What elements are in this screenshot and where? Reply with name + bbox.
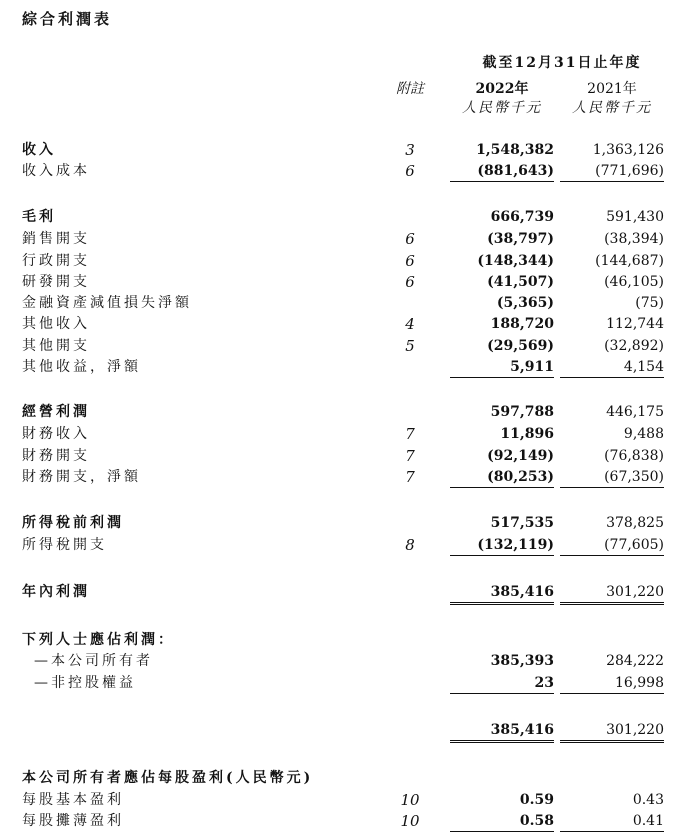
value-2021: 0.43 xyxy=(632,792,664,808)
value-2022: 0.59 xyxy=(519,792,554,808)
table-row xyxy=(0,314,684,334)
row-label: 每股基本盈利 xyxy=(22,792,124,808)
value-2022: (5,365) xyxy=(496,295,554,311)
row-label: 財務開支，淨額 xyxy=(22,469,141,485)
row-label: 本公司所有者應佔每股盈利(人民幣元) xyxy=(22,770,314,786)
value-2021: (67,350) xyxy=(560,467,664,488)
value-2022: (41,507) xyxy=(487,274,554,290)
year-2022-header: 2022年 xyxy=(475,81,529,97)
value-2021: 4,154 xyxy=(560,357,664,378)
row-label: —非控股權益 xyxy=(34,675,136,691)
row-note: 10 xyxy=(400,812,420,830)
table-row xyxy=(0,811,684,831)
value-2022: 385,393 xyxy=(490,653,554,669)
period-header: 截至12月31日止年度 xyxy=(482,55,642,71)
table-row xyxy=(0,207,684,227)
row-label: —本公司所有者 xyxy=(34,653,153,669)
value-2021: 16,998 xyxy=(560,673,664,694)
row-label: 財務開支 xyxy=(22,448,90,464)
table-row xyxy=(0,424,684,444)
table-row xyxy=(0,446,684,466)
row-note: 10 xyxy=(400,791,420,809)
table-row xyxy=(0,673,684,693)
value-2022: 517,535 xyxy=(490,515,554,531)
value-2021: (46,105) xyxy=(604,274,664,290)
table-row xyxy=(0,768,684,788)
value-2021: (771,696) xyxy=(560,161,664,182)
table-row xyxy=(0,630,684,650)
table-row xyxy=(0,790,684,810)
value-2022: (881,643) xyxy=(450,161,554,182)
value-2022: 385,416 xyxy=(450,582,554,605)
value-2022: (80,253) xyxy=(450,467,554,488)
value-2022: 23 xyxy=(450,673,554,694)
value-2022: (29,569) xyxy=(487,338,554,354)
unit-2021-header: 人民幣千元 xyxy=(572,100,652,116)
value-2021: (77,605) xyxy=(560,535,664,556)
row-note: 8 xyxy=(405,536,415,554)
table-row xyxy=(0,161,684,181)
row-label: 收入 xyxy=(22,142,56,158)
row-note: 6 xyxy=(405,252,415,270)
row-label: 金融資產減值損失淨額 xyxy=(22,295,192,311)
row-note: 7 xyxy=(405,468,415,486)
value-2021: 112,744 xyxy=(606,316,664,332)
table-row xyxy=(0,140,684,160)
table-row xyxy=(0,251,684,271)
row-note: 6 xyxy=(405,273,415,291)
value-2021: (38,394) xyxy=(604,231,664,247)
value-2021: 0.41 xyxy=(560,811,664,832)
value-2021: (32,892) xyxy=(604,338,664,354)
value-2021: 301,220 xyxy=(560,582,664,605)
row-label: 所得稅開支 xyxy=(22,537,107,553)
value-2022: (148,344) xyxy=(477,253,554,269)
unit-2022-header: 人民幣千元 xyxy=(462,100,542,116)
table-row xyxy=(0,357,684,377)
table-row xyxy=(0,229,684,249)
value-2021: 378,825 xyxy=(606,515,664,531)
value-2021: (144,687) xyxy=(595,253,664,269)
row-label: 研發開支 xyxy=(22,274,90,290)
value-2021: 284,222 xyxy=(606,653,664,669)
row-label: 下列人士應佔利潤： xyxy=(22,632,175,648)
note-column-header: 附註 xyxy=(396,81,424,97)
table-row xyxy=(0,272,684,292)
row-label: 收入成本 xyxy=(22,163,90,179)
table-row xyxy=(0,720,684,740)
row-label: 行政開支 xyxy=(22,253,90,269)
value-2022: 1,548,382 xyxy=(476,142,554,158)
table-row xyxy=(0,402,684,422)
value-2022: (92,149) xyxy=(487,448,554,464)
row-label: 財務收入 xyxy=(22,426,90,442)
value-2022: 188,720 xyxy=(490,316,554,332)
value-2021: 301,220 xyxy=(560,720,664,743)
page-title: 綜合利潤表 xyxy=(22,10,113,28)
value-2021: 1,363,126 xyxy=(592,142,664,158)
row-note: 5 xyxy=(405,337,415,355)
row-label: 其他收益，淨額 xyxy=(22,359,141,375)
value-2022: 597,788 xyxy=(490,404,554,420)
value-2022: 11,896 xyxy=(500,426,554,442)
row-label: 其他開支 xyxy=(22,338,90,354)
table-row xyxy=(0,582,684,602)
year-2021-header: 2021年 xyxy=(587,81,637,97)
row-note: 3 xyxy=(405,141,415,159)
row-label: 所得稅前利潤 xyxy=(22,515,124,531)
value-2021: (75) xyxy=(635,295,664,311)
row-label: 每股攤薄盈利 xyxy=(22,813,124,829)
row-note: 4 xyxy=(405,315,415,333)
row-note: 6 xyxy=(405,230,415,248)
value-2022: (38,797) xyxy=(487,231,554,247)
value-2021: 9,488 xyxy=(623,426,664,442)
value-2022: 5,911 xyxy=(450,357,554,378)
table-row xyxy=(0,651,684,671)
value-2022: 385,416 xyxy=(450,720,554,743)
value-2021: 446,175 xyxy=(606,404,664,420)
value-2022: 0.58 xyxy=(450,811,554,832)
row-note: 7 xyxy=(405,425,415,443)
row-note: 6 xyxy=(405,162,415,180)
value-2022: 666,739 xyxy=(490,209,554,225)
value-2021: 591,430 xyxy=(606,209,664,225)
value-2022: (132,119) xyxy=(450,535,554,556)
row-note: 7 xyxy=(405,447,415,465)
row-label: 毛利 xyxy=(22,209,56,225)
row-label: 其他收入 xyxy=(22,316,90,332)
table-row xyxy=(0,467,684,487)
table-row xyxy=(0,513,684,533)
table-row xyxy=(0,535,684,555)
row-label: 經營利潤 xyxy=(22,404,90,420)
row-label: 銷售開支 xyxy=(22,231,90,247)
table-row xyxy=(0,293,684,313)
row-label: 年內利潤 xyxy=(22,584,90,600)
value-2021: (76,838) xyxy=(604,448,664,464)
table-row xyxy=(0,336,684,356)
